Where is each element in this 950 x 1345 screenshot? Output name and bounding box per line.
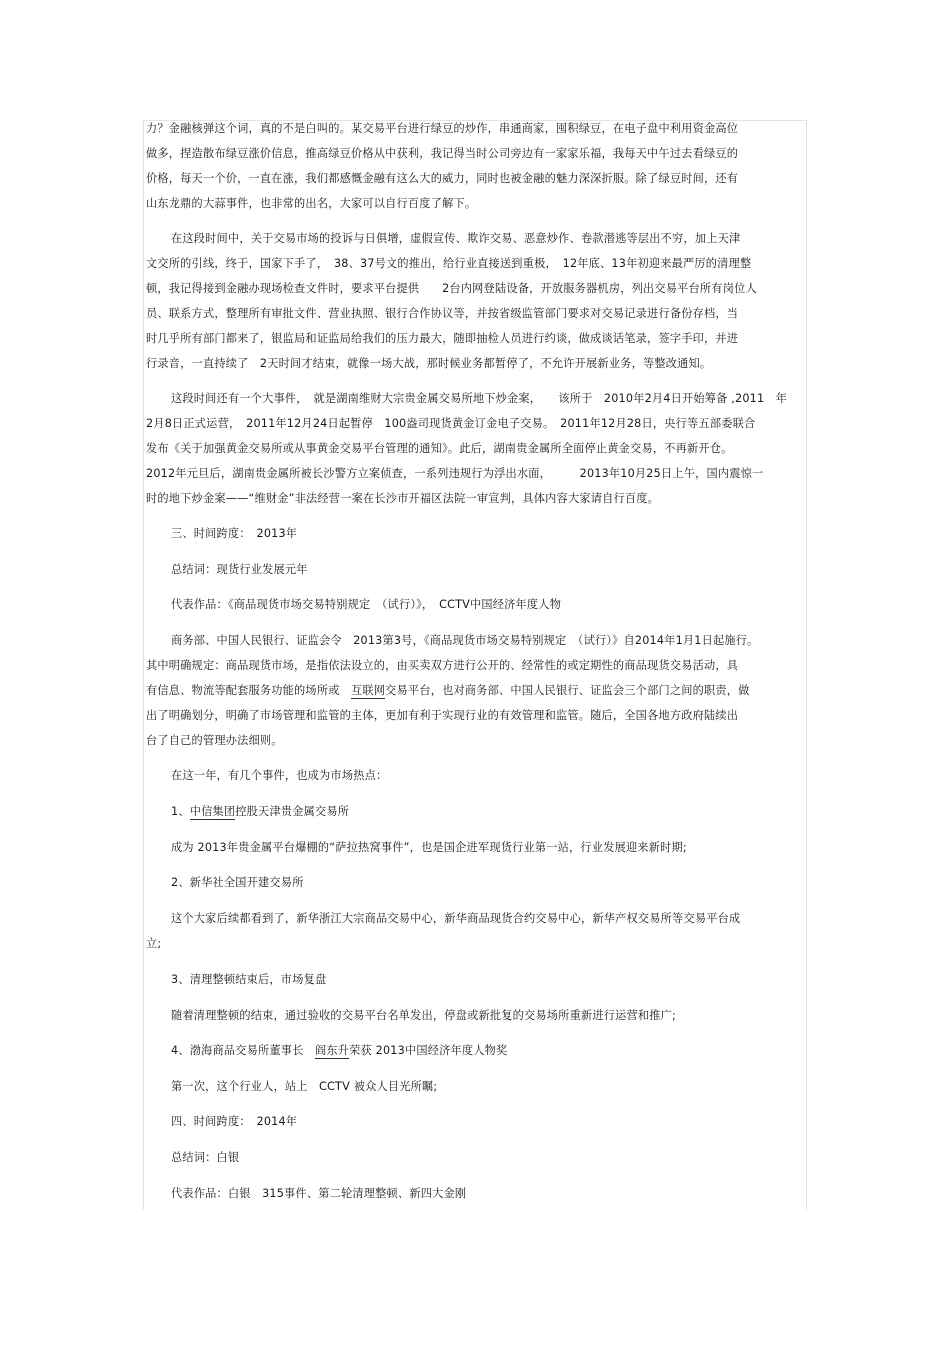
text-line: 台了自己的管理办法细则。 [146, 734, 283, 747]
text-line: 2012年元旦后，湖南贵金属所被长沙警方立案侦查，一系列违规行为浮出水面， 2013年10月25日上午，国内震惊一 [146, 467, 764, 480]
text-line: 行录音，一直持续了 2天时间才结束，就像一场大战，那时候业务都暂停了，不允许开展新业务，等整改通知。 [146, 357, 712, 370]
text-segment: 交易平台，也对商务部、中国人民银行、证监会三个部门之间的职责，做 [385, 684, 750, 697]
section-summary: 总结词：白银 [171, 1151, 240, 1164]
person-link[interactable]: 阎东升 [314, 1044, 350, 1057]
text-line: 在这段时间中，关于交易市场的投诉与日俱增，虚假宣传、欺诈交易、恶意炒作、卷款潜逃等层出不穷，加上天津 [171, 232, 741, 245]
section-works: 代表作品：白银 315事件、第二轮清理整顿、新四大金刚 [171, 1187, 467, 1200]
section-heading: 四、时间跨度： 2014年 [171, 1115, 298, 1128]
text-line: 时几乎所有部门都来了，银监局和证监局给我们的压力最大，随即抽检人员进行约谈，做成谈话笔录，签字手印，并进 [146, 332, 739, 345]
text-segment: 控股天津贵金属交易所 [235, 805, 350, 818]
text-line: 2月8日正式运营， 2011年12月24日起暂停 100盎司现货黄金订金电子交易。 2011年12月28日，央行等五部委联合 [146, 417, 756, 430]
text-line [146, 683, 750, 699]
text-line: 员、联系方式，整理所有审批文件、营业执照、银行合作协议等，并按省级监管部门要求对交易记录进行备份存档，当 [146, 307, 739, 320]
text-line: 立; [146, 937, 162, 950]
text-line: 第一次，这个行业人，站上 CCTV 被众人目光所瞩; [171, 1080, 438, 1093]
text-line: 价格，每天一个价，一直在涨，我们都感慨金融有这么大的威力，同时也被金融的魅力深深折服。除了绿豆时间，还有 [146, 172, 739, 185]
text-line: 成为 2013年贵金属平台爆棚的“萨拉热窝事件”，也是国企进军现货行业第一站，行业发展迎来新时期; [171, 841, 687, 854]
text-segment: 1、 [171, 805, 190, 818]
document-page [143, 120, 807, 1210]
section-summary: 总结词：现货行业发展元年 [171, 563, 308, 576]
text-line: 文交所的引线，终于，国家下手了， 38、37号文的推出，给行业直接送到重极， 12年底、13年初迎来最严厉的清理整 [146, 257, 752, 270]
event-item: 3、清理整顿结束后，市场复盘 [171, 973, 327, 986]
event-item [171, 804, 349, 820]
text-line: 其中明确规定：商品现货市场，是指依法设立的，由买卖双方进行公开的、经常性的或定期性的商品现货交易活动，具 [146, 659, 739, 672]
text-segment: 荣获 2013中国经济年度人物奖 [349, 1044, 508, 1057]
text-line: 在这一年，有几个事件，也成为市场热点： [171, 769, 388, 782]
text-line: 山东龙鼎的大蒜事件，也非常的出名，大家可以自行百度了解下。 [146, 197, 477, 210]
text-segment: 有信息、物流等配套服务功能的场所或 [146, 684, 351, 697]
citic-group-link[interactable]: 中信集团 [189, 805, 236, 818]
text-line: 这段时间还有一个大事件， 就是湖南维财大宗贵金属交易所地下炒金案， 该所于 2010年2月4日开始筹备 ,2011 年 [171, 392, 788, 405]
text-line: 时的地下炒金案——“维财金”非法经营一案在长沙市开福区法院一审宣判，具体内容大家请自行百度。 [146, 492, 660, 505]
text-line: 发布《关于加强黄金交易所或从事黄金交易平台管理的通知》。此后，湖南贵金属所全面停止黄金交易，不再新开仓。 [146, 442, 733, 455]
text-line: 随着清理整顿的结束，通过验收的交易平台名单发出，停盘或新批复的交易场所重新进行运营和推广; [171, 1009, 677, 1022]
internet-link[interactable]: 互联网 [350, 684, 386, 697]
event-item: 2、新华社全国开建交易所 [171, 876, 304, 889]
text-line: 力？金融核弹这个词，真的不是白叫的。某交易平台进行绿豆的炒作，串通商家，囤积绿豆，在电子盘中利用资金高位 [146, 122, 739, 135]
section-works: 代表作品：《商品现货市场交易特别规定 （试行）》， CCTV中国经济年度人物 [171, 598, 562, 611]
text-segment: 4、渤海商品交易所董事长 [171, 1044, 315, 1057]
text-line: 做多，捏造散布绿豆涨价信息，推高绿豆价格从中获利，我记得当时公司旁边有一家家乐福，我每天中午过去看绿豆的 [146, 147, 739, 160]
text-line: 顿，我记得接到金融办现场检查文件时，要求平台提供 2台内网登陆设备，开放服务器机房，列出交易平台所有岗位人 [146, 282, 757, 295]
text-line: 出了明确划分，明确了市场管理和监管的主体，更加有利于实现行业的有效管理和监管。随后，全国各地方政府陆续出 [146, 709, 739, 722]
section-heading: 三、时间跨度： 2013年 [171, 527, 298, 540]
text-line: 商务部、中国人民银行、证监会令 2013第3号，《商品现货市场交易特别规定 （试行）》自2014年1月1日起施行。 [171, 634, 759, 647]
event-item [171, 1043, 507, 1059]
text-line: 这个大家后续都看到了，新华浙江大宗商品交易中心，新华商品现货合约交易中心，新华产权交易所等交易平台成 [171, 912, 741, 925]
